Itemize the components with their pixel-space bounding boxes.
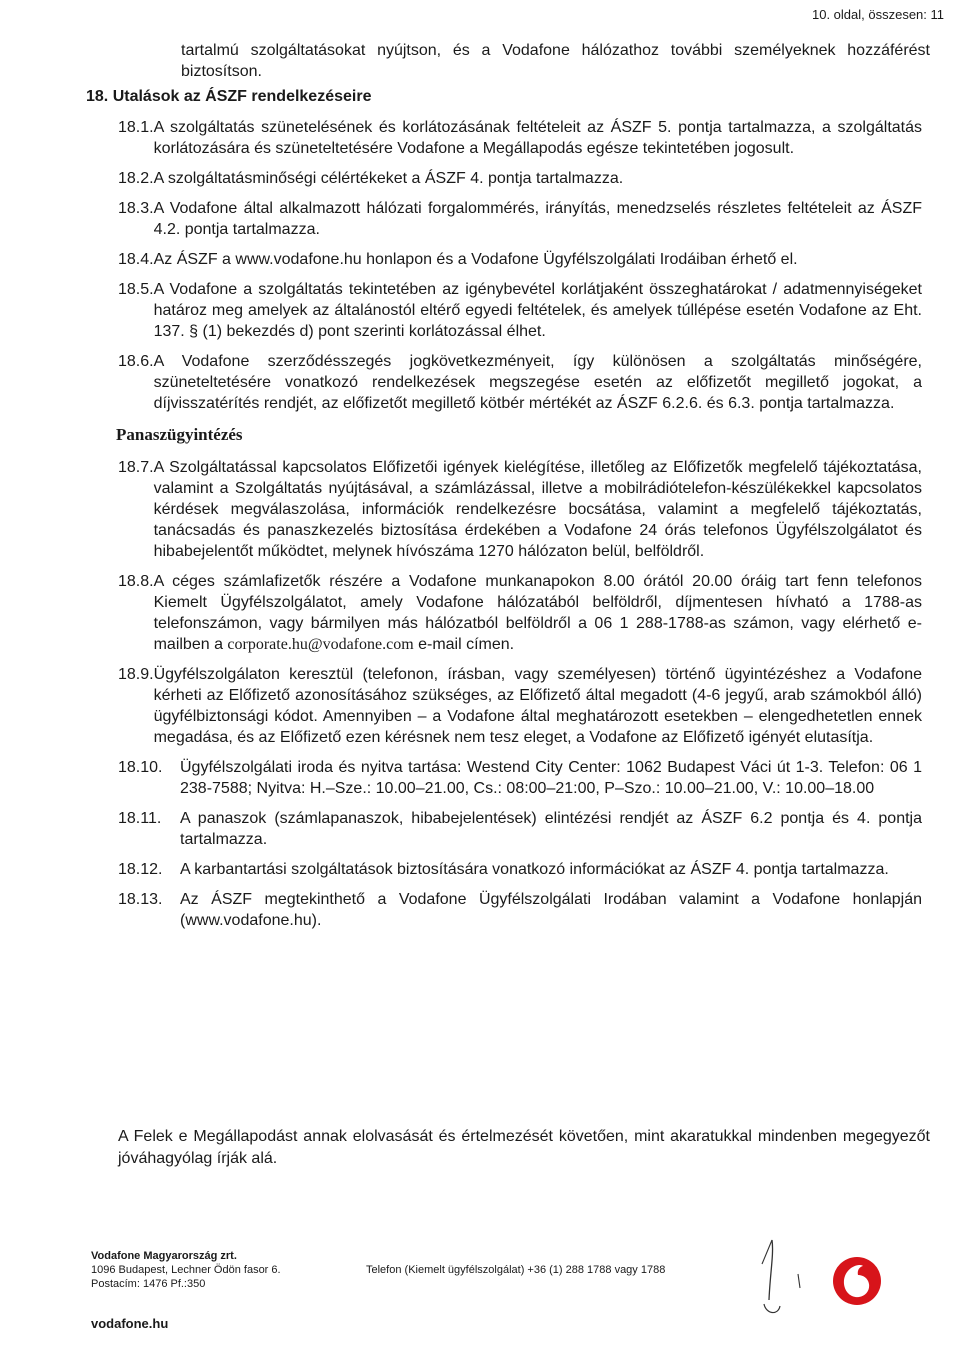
footer-company-name: Vodafone Magyarország zrt. bbox=[91, 1250, 237, 1262]
item-text: Az ÁSZF megtekinthető a Vodafone Ügyfélszolgálati Irodában valamint a Vodafone honlapján (www.vodafone.hu). bbox=[180, 891, 922, 929]
page-number: 10. oldal, összesen: 11 bbox=[811, 7, 944, 22]
list-item bbox=[118, 859, 930, 880]
item-text: A Szolgáltatással kapcsolatos Előfizetői igények kielégítése, illetőleg az Előfizetők megfelelő tájékoztatása, valamint a Szolgáltatás nyújtásával, a számlázással, illetve a mobilrádiótelefon-készülékekkel kapcsolatos kérdések megválaszolása, információk rendelkezésre bocsátása, valamint a megfelelő tájékoztatás, tanácsadás és panaszkezelés biztosítása érdekében a Vodafone 24 órás telefonos Ügyfélszolgálatot és hibabejelentőt működtet, melynek hívószáma 1270 hálózaton belül, belföldről. bbox=[153, 459, 922, 560]
item-text: A Vodafone szerződésszegés jogkövetkezményeit, így különösen a szolgáltatás minőségére, szüneteltetésére vonatkozó rendelkezések megszegése esetén az előfizetőt megillető jogokat, a díjvisszatérítés rendjét, az előfizetőt megillető kötbér mértékét az ÁSZF 6.2.6. és 6.3. pontja tartalmazza. bbox=[153, 353, 922, 412]
document-body bbox=[86, 40, 930, 940]
subheading-complaints: Panaszügyintézés bbox=[116, 425, 243, 444]
list-item bbox=[118, 279, 930, 342]
email-link[interactable]: corporate.hu@vodafone.com bbox=[227, 636, 414, 653]
item-text: A szolgáltatás szünetelésének és korlátozásának feltételeit az ÁSZF 5. pontja tartalmazza, a szolgáltatás korlátozására és szüneteltetésére Vodafone a Megállapodás egésze tekintetében jogosult. bbox=[153, 119, 922, 157]
item-number: 18.12. bbox=[118, 861, 163, 878]
item-number: 18.2. bbox=[118, 170, 154, 187]
footer-address: 1096 Budapest, Lechner Ödön fasor 6. bbox=[91, 1264, 281, 1276]
item-text: Az ÁSZF a www.vodafone.hu honlapon és a Vodafone Ügyfélszolgálati Irodáiban érhető el. bbox=[153, 251, 798, 268]
item-list-references bbox=[118, 117, 930, 414]
item-number: 18.13. bbox=[118, 891, 163, 908]
item-number: 18.3. bbox=[118, 200, 154, 217]
list-item bbox=[118, 351, 930, 414]
closing-paragraph: A Felek e Megállapodást annak elolvasását és értelmezését követően, mint akaratukkal mindenben megegyezőt jóváhagyólag írják alá. bbox=[118, 1128, 930, 1167]
item-text-part: A céges számlafizetők részére a Vodafone munkanapokon 8.00 órától 20.00 óráig tart fenn telefonos Kiemelt Ügyfélszolgálatot, amely Vodafone hálózatából belföldről, díjmentesen hívható a 1788-as telefonszámon, vagy bármilyen más hálózatból belföldről a 06 1 288-1788-as számon, vagy elérhető e-mailben a bbox=[153, 573, 922, 653]
item-number: 18.9. bbox=[118, 666, 154, 683]
list-item bbox=[118, 198, 930, 240]
list-item bbox=[118, 889, 930, 931]
signature-icon bbox=[752, 1234, 812, 1326]
list-item bbox=[118, 757, 930, 799]
list-item bbox=[118, 808, 930, 850]
item-number: 18.5. bbox=[118, 281, 154, 298]
item-text: Ügyfélszolgálaton keresztül (telefonon, írásban, vagy személyesen) történő ügyintézéshez a Vodafone kérheti az Előfizető azonosításához szükséges, az Előfizető által megadott (4-6 jegyű, arab számokból álló) ügyfélbiztonsági kódot. Amennyiben – a Vodafone által meghatározott esetekben – elengedhetetlen ennek megadása, és az Előfizető ezen kérésnek nem tesz eleget, a Vodafone az Előfizető igényét elutasítja. bbox=[153, 666, 922, 746]
item-text: A Vodafone a szolgáltatás tekintetében az igénybevétel korlátjaként összeghatárokat / adatmennyiségeket határoz meg amelyek az általánostól eltérő egyedi feltételek, és amelyek túllépése esetén Vodafone az Eht. 137. § (1) bekezdés d) pont szerinti korlátozással élhet. bbox=[153, 281, 922, 340]
list-item bbox=[118, 457, 930, 562]
list-item bbox=[118, 571, 930, 655]
footer-postal: Postacím: 1476 Pf.:350 bbox=[91, 1278, 206, 1290]
list-item bbox=[118, 249, 930, 270]
item-number: 18.7. bbox=[118, 459, 154, 476]
footer-website[interactable]: vodafone.hu bbox=[91, 1316, 169, 1331]
item-text: A szolgáltatásminőségi célértékeket a ÁSZF 4. pontja tartalmazza. bbox=[153, 170, 624, 187]
item-text: Ügyfélszolgálati iroda és nyitva tartása: Westend City Center: 1062 Budapest Váci út 1-3. Telefon: 06 1 238-7588; Nyitva: H.–Sze.: 10.00–21.00, Cs.: 08:00–21:00, P–Szo.: 10.00–21.00, V.: 10.00–18.00 bbox=[180, 759, 922, 797]
vodafone-logo-icon bbox=[832, 1256, 882, 1306]
item-number: 18.6. bbox=[118, 353, 154, 370]
item-list-complaints bbox=[118, 664, 930, 931]
footer-phone: Telefon (Kiemelt ügyfélszolgálat) +36 (1) 288 1788 vagy 1788 bbox=[366, 1264, 666, 1276]
item-text: A Vodafone által alkalmazott hálózati forgalommérés, irányítás, menedzselés részletes feltételeit az ÁSZF 4.2. pontja tartalmazza. bbox=[153, 200, 922, 238]
item-number: 18.1. bbox=[118, 119, 154, 136]
item-text-part: e-mail címen. bbox=[413, 636, 515, 653]
item-text: A karbantartási szolgáltatások biztosítására vonatkozó információkat az ÁSZF 4. pontja tartalmazza. bbox=[180, 861, 889, 878]
list-item bbox=[118, 117, 930, 159]
item-text bbox=[154, 571, 930, 655]
item-number: 18.4. bbox=[118, 251, 154, 268]
item-number: 18.8. bbox=[118, 573, 154, 590]
list-item bbox=[118, 168, 930, 189]
item-number: 18.11. bbox=[118, 810, 162, 827]
list-item bbox=[118, 664, 930, 748]
intro-paragraph: tartalmú szolgáltatásokat nyújtson, és a Vodafone hálózathoz további személyeknek hozzáférést biztosítson. bbox=[181, 42, 930, 80]
item-number: 18.10. bbox=[118, 759, 163, 776]
section-title: 18. Utalások az ÁSZF rendelkezéseire bbox=[86, 88, 372, 105]
item-text: A panaszok (számlapanaszok, hibabejelentések) elintézési rendjét az ÁSZF 6.2 pontja és 4. pontja tartalmazza. bbox=[180, 810, 922, 848]
footer-company-block bbox=[91, 1249, 281, 1291]
